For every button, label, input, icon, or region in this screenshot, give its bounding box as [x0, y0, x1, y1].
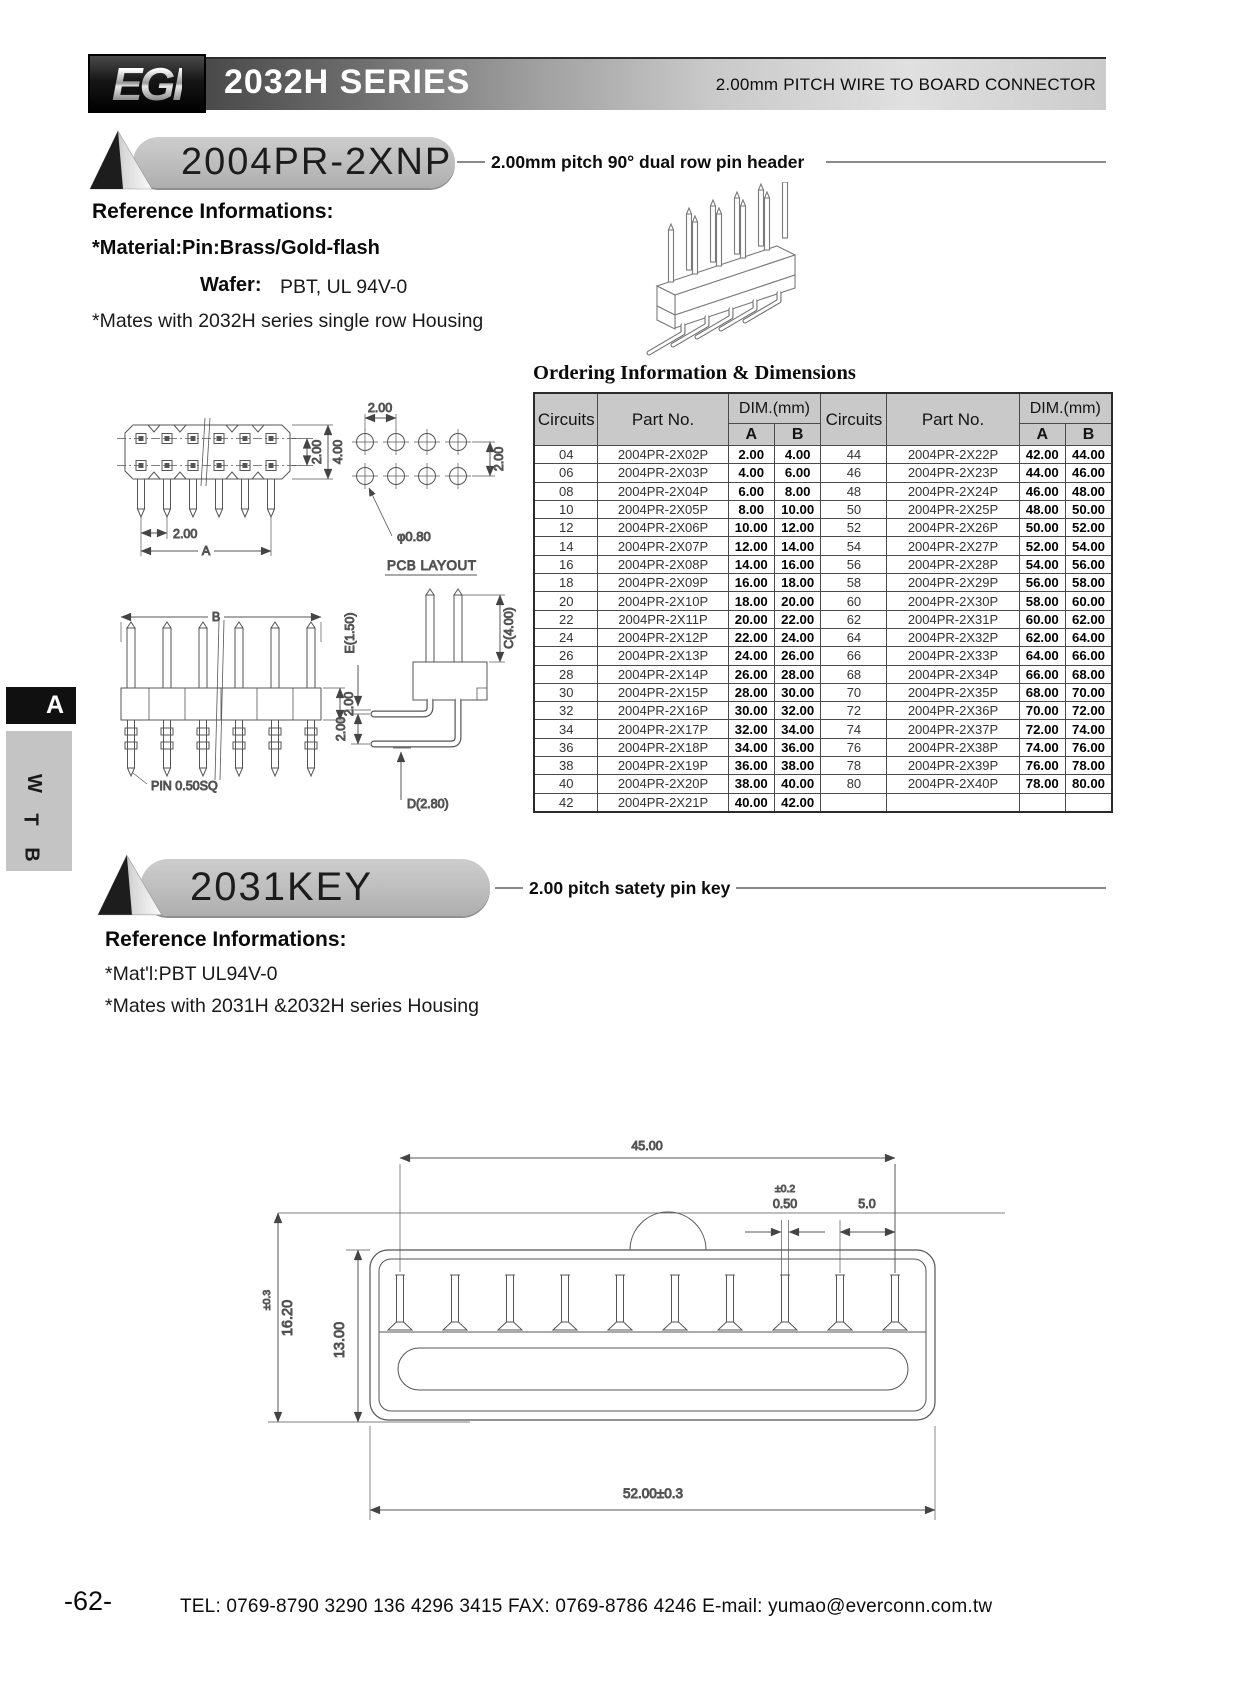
- table-row: [534, 482, 1112, 500]
- circuits-cell: 60: [821, 592, 887, 610]
- table-row: [534, 665, 1112, 683]
- dim-width: 52.00±0.3: [623, 1486, 683, 1501]
- plated-holes: [352, 429, 471, 489]
- circuits-cell: 30: [534, 683, 598, 701]
- page-number: -62-: [64, 1586, 113, 1616]
- circuits-cell: 64: [821, 628, 887, 646]
- dim-pin-width: 0.50: [772, 1197, 798, 1211]
- dim-b-cell: 62.00: [1066, 610, 1113, 628]
- part-no-cell: 2004PR-2X15P: [598, 683, 728, 701]
- dim-a-cell: 52.00: [1019, 537, 1065, 555]
- dim-height: 16.20: [280, 1299, 296, 1337]
- table-row: [534, 628, 1112, 646]
- dim-b-cell: 48.00: [1066, 482, 1113, 500]
- table-row: [534, 647, 1112, 665]
- table-row: [534, 574, 1112, 592]
- dim-a-cell: 76.00: [1019, 757, 1065, 775]
- dim-b-cell: 12.00: [774, 519, 820, 537]
- circuits-cell: 28: [534, 665, 598, 683]
- circuits-cell: 26: [534, 647, 598, 665]
- part-no-cell: 2004PR-2X09P: [598, 574, 728, 592]
- pcb-layout-drawing: [352, 401, 506, 575]
- dim-a-cell: 6.00: [728, 482, 774, 500]
- dim-overall-b: B: [211, 610, 221, 624]
- dim-pcb-row-pitch: 2.00: [492, 446, 506, 472]
- dim-pitch: 5.0: [858, 1197, 876, 1211]
- dim-a-cell: 22.00: [728, 628, 774, 646]
- circuits-cell: 04: [534, 446, 598, 464]
- dim-wafer-height: 2.00: [342, 691, 356, 717]
- wtb-letter-b: B: [20, 847, 43, 862]
- reference-heading: Reference Informations:: [92, 200, 334, 223]
- dim-b-cell: 80.00: [1066, 775, 1113, 793]
- contact-line: TEL: 0769-8790 3290 136 4296 3415 FAX: 0769-8786 4246 E-mail: yumao@everconn.com.tw: [180, 1596, 993, 1617]
- part-no-cell: 2004PR-2X13P: [598, 647, 728, 665]
- dim-a-cell: 78.00: [1019, 775, 1065, 793]
- part-no-cell: 2004PR-2X14P: [598, 665, 728, 683]
- dim-45: 45.00: [631, 1139, 663, 1153]
- dim-a-cell: 64.00: [1019, 647, 1065, 665]
- series-title: 2032H SERIES: [224, 63, 471, 101]
- table-row: [534, 555, 1112, 573]
- dim-a-cell: 68.00: [1019, 683, 1065, 701]
- key-slot: [398, 1348, 908, 1390]
- dim-b-cell: 36.00: [774, 738, 820, 756]
- dim-b-cell: 70.00: [1066, 683, 1113, 701]
- dim-b-cell: 56.00: [1066, 555, 1113, 573]
- circuits-cell: 22: [534, 610, 598, 628]
- circuits-cell: 42: [534, 793, 598, 812]
- part-no-cell: 2004PR-2X03P: [598, 464, 728, 482]
- dim-a-cell: 60.00: [1019, 610, 1065, 628]
- tol-height: ±0.3: [261, 1289, 273, 1311]
- dim-b-cell: 64.00: [1066, 628, 1113, 646]
- ordering-table-title: Ordering Information & Dimensions: [533, 362, 856, 384]
- dim-a-cell: 30.00: [728, 702, 774, 720]
- part-no-cell: 2004PR-2X38P: [887, 738, 1019, 756]
- dim-a-cell: 56.00: [1019, 574, 1065, 592]
- dim-b-cell: [1066, 793, 1113, 812]
- egi-logo: [88, 54, 206, 113]
- wtb-letter-w: W: [22, 774, 45, 793]
- part-no-cell: 2004PR-2X29P: [887, 574, 1019, 592]
- part-no-cell: 2004PR-2X40P: [887, 775, 1019, 793]
- circuits-cell: 06: [534, 464, 598, 482]
- dim-inner-height: 13.00: [332, 1321, 348, 1359]
- dim-b-cell: 18.00: [774, 574, 820, 592]
- dim-b-cell: 10.00: [774, 500, 820, 518]
- part-no-cell: 2004PR-2X33P: [887, 647, 1019, 665]
- upper-pins: [127, 622, 315, 688]
- circuits-cell: 08: [534, 482, 598, 500]
- dim-a-cell: 32.00: [728, 720, 774, 738]
- part-no-cell: 2004PR-2X30P: [887, 592, 1019, 610]
- dim-a-cell: 36.00: [728, 757, 774, 775]
- table-row: [534, 446, 1112, 464]
- table-row: [534, 537, 1112, 555]
- front-view-drawing: [121, 610, 356, 793]
- circuits-cell: 54: [821, 537, 887, 555]
- side-view-drawing: [334, 589, 516, 811]
- egi-logo-text: EGI: [111, 57, 183, 110]
- part-no-cell: 2004PR-2X12P: [598, 628, 728, 646]
- col-header-b: B: [1066, 424, 1113, 446]
- part-no-cell: 2004PR-2X19P: [598, 757, 728, 775]
- circuits-cell: 56: [821, 555, 887, 573]
- material-line: *Mat'l:PBT UL94V-0: [105, 963, 278, 985]
- subtitle-rule: [736, 887, 1106, 889]
- wafer-value: PBT, UL 94V-0: [280, 276, 408, 298]
- dim-d: D(2.80): [407, 797, 449, 811]
- circuits-cell: 10: [534, 500, 598, 518]
- circuits-cell: 70: [821, 683, 887, 701]
- part-title: 2004PR-2XNP: [181, 141, 453, 183]
- dim-a-cell: 54.00: [1019, 555, 1065, 573]
- dim-b-cell: 74.00: [1066, 720, 1113, 738]
- circuits-cell: 12: [534, 519, 598, 537]
- technical-drawings: [95, 390, 525, 820]
- table-row: [534, 500, 1112, 518]
- dim-lead-pitch: 2.00: [334, 716, 348, 742]
- part-no-cell: 2004PR-2X25P: [887, 500, 1019, 518]
- wtb-letter-t: T: [19, 813, 42, 826]
- dim-b-cell: 28.00: [774, 665, 820, 683]
- dim-pin-pitch: 2.00: [173, 527, 198, 541]
- dim-b-cell: 26.00: [774, 647, 820, 665]
- part-no-cell: 2004PR-2X11P: [598, 610, 728, 628]
- dim-b-cell: 72.00: [1066, 702, 1113, 720]
- col-header-part-no: Part No.: [887, 393, 1019, 446]
- dim-a-cell: 48.00: [1019, 500, 1065, 518]
- circuits-cell: 74: [821, 720, 887, 738]
- dim-a-cell: 72.00: [1019, 720, 1065, 738]
- dim-b-cell: 22.00: [774, 610, 820, 628]
- col-header-part-no: Part No.: [598, 393, 728, 446]
- circuits-cell: 40: [534, 775, 598, 793]
- dim-b-cell: 30.00: [774, 683, 820, 701]
- table-row: [534, 683, 1112, 701]
- series-tagline: 2.00mm PITCH WIRE TO BOARD CONNECTOR: [715, 75, 1096, 94]
- dim-total-height: 4.00: [331, 439, 345, 465]
- col-header-dim: DIM.(mm): [728, 393, 821, 424]
- circuits-cell: 24: [534, 628, 598, 646]
- dim-a-cell: 46.00: [1019, 482, 1065, 500]
- dim-b-cell: 38.00: [774, 757, 820, 775]
- dim-b-cell: 50.00: [1066, 500, 1113, 518]
- part-no-cell: 2004PR-2X18P: [598, 738, 728, 756]
- table-row: [534, 757, 1112, 775]
- circuits-cell: 66: [821, 647, 887, 665]
- table-row: [534, 738, 1112, 756]
- dim-b-cell: 52.00: [1066, 519, 1113, 537]
- dim-a-cell: 38.00: [728, 775, 774, 793]
- circuits-cell: 50: [821, 500, 887, 518]
- mates-line: *Mates with 2032H series single row Housing: [92, 310, 484, 332]
- circuits-cell: 32: [534, 702, 598, 720]
- dim-a-cell: 44.00: [1019, 464, 1065, 482]
- dim-b-cell: 42.00: [774, 793, 820, 812]
- part-no-cell: 2004PR-2X08P: [598, 555, 728, 573]
- part-no-cell: 2004PR-2X06P: [598, 519, 728, 537]
- col-header-a: A: [1019, 424, 1065, 446]
- dim-a-cell: 50.00: [1019, 519, 1065, 537]
- circuits-cell: 16: [534, 555, 598, 573]
- dim-b-cell: 78.00: [1066, 757, 1113, 775]
- dim-b-cell: 60.00: [1066, 592, 1113, 610]
- key-pins: [388, 1275, 907, 1330]
- dim-a-cell: 24.00: [728, 647, 774, 665]
- part-subtitle: 2.00mm pitch 90° dual row pin header: [491, 152, 805, 172]
- mates-line: *Mates with 2031H &2032H series Housing: [105, 995, 479, 1017]
- dim-a-cell: 62.00: [1019, 628, 1065, 646]
- dim-c: C(4.00): [502, 607, 516, 649]
- dim-a-cell: 26.00: [728, 665, 774, 683]
- index-tab-a: [6, 687, 76, 724]
- col-header-dim: DIM.(mm): [1019, 393, 1112, 424]
- table-row: [534, 793, 1112, 812]
- part-no-cell: 2004PR-2X36P: [887, 702, 1019, 720]
- part-no-cell: 2004PR-2X10P: [598, 592, 728, 610]
- ordering-table: [533, 392, 1113, 813]
- circuits-cell: 76: [821, 738, 887, 756]
- dim-b-cell: 6.00: [774, 464, 820, 482]
- circuits-cell: 78: [821, 757, 887, 775]
- key-title-capsule: [140, 859, 490, 916]
- table-row: [534, 610, 1112, 628]
- dim-a-cell: 34.00: [728, 738, 774, 756]
- key-dimensional-drawing: [240, 1100, 1020, 1540]
- col-header-circuits: Circuits: [821, 393, 887, 446]
- pcb-layout-caption: PCB LAYOUT: [387, 558, 477, 573]
- dim-b-cell: 46.00: [1066, 464, 1113, 482]
- dim-a-cell: 58.00: [1019, 592, 1065, 610]
- dim-a-cell: 28.00: [728, 683, 774, 701]
- circuits-cell: 34: [534, 720, 598, 738]
- dim-b-cell: 14.00: [774, 537, 820, 555]
- dim-b-cell: 40.00: [774, 775, 820, 793]
- part-no-cell: 2004PR-2X16P: [598, 702, 728, 720]
- circuits-cell: 38: [534, 757, 598, 775]
- table-row: [534, 464, 1112, 482]
- part-no-cell: 2004PR-2X02P: [598, 446, 728, 464]
- key-subtitle: 2.00 pitch satety pin key: [529, 878, 731, 898]
- dim-a-cell: [1019, 793, 1065, 812]
- part-no-cell: 2004PR-2X31P: [887, 610, 1019, 628]
- dim-b-cell: 66.00: [1066, 647, 1113, 665]
- dim-row-pitch: 2.00: [310, 439, 324, 465]
- dim-a-cell: 20.00: [728, 610, 774, 628]
- dim-a-cell: 14.00: [728, 555, 774, 573]
- circuits-cell: 80: [821, 775, 887, 793]
- dim-b-cell: 34.00: [774, 720, 820, 738]
- dim-a-cell: 74.00: [1019, 738, 1065, 756]
- part-no-cell: 2004PR-2X24P: [887, 482, 1019, 500]
- subtitle-leader-line: [457, 161, 485, 163]
- dim-b-cell: 44.00: [1066, 446, 1113, 464]
- part-no-cell: 2004PR-2X26P: [887, 519, 1019, 537]
- key-bump: [630, 1212, 706, 1250]
- table-row: [534, 519, 1112, 537]
- part-no-cell: 2004PR-2X27P: [887, 537, 1019, 555]
- dim-b-cell: 58.00: [1066, 574, 1113, 592]
- dim-b-cell: 4.00: [774, 446, 820, 464]
- material-line: *Material:Pin:Brass/Gold-flash: [92, 237, 380, 259]
- col-header-circuits: Circuits: [534, 393, 598, 446]
- dim-a-cell: 2.00: [728, 446, 774, 464]
- top-view-drawing: [117, 418, 345, 558]
- order-table-body: [534, 446, 1112, 812]
- circuits-cell: 52: [821, 519, 887, 537]
- dim-a-cell: 16.00: [728, 574, 774, 592]
- circuits-cell: 58: [821, 574, 887, 592]
- pin-squares: [136, 434, 276, 471]
- dim-a-cell: 40.00: [728, 793, 774, 812]
- pin-size-label: PIN 0.50SQ: [151, 779, 218, 793]
- dim-a-cell: 70.00: [1019, 702, 1065, 720]
- dim-b-cell: 68.00: [1066, 665, 1113, 683]
- table-row: [534, 775, 1112, 793]
- tol-pin: ±0.2: [774, 1183, 796, 1195]
- dim-a-cell: 66.00: [1019, 665, 1065, 683]
- subtitle-rule: [826, 161, 1106, 163]
- circuits-cell: 72: [821, 702, 887, 720]
- part-no-cell: 2004PR-2X07P: [598, 537, 728, 555]
- dim-b-cell: 20.00: [774, 592, 820, 610]
- part-no-cell: 2004PR-2X20P: [598, 775, 728, 793]
- dim-a-cell: 10.00: [728, 519, 774, 537]
- dim-b-cell: 54.00: [1066, 537, 1113, 555]
- part-no-cell: 2004PR-2X22P: [887, 446, 1019, 464]
- section-marker-triangle-icon: [88, 128, 160, 192]
- table-row: [534, 592, 1112, 610]
- circuits-cell: 44: [821, 446, 887, 464]
- part-no-cell: 2004PR-2X28P: [887, 555, 1019, 573]
- dim-a-cell: 18.00: [728, 592, 774, 610]
- dim-a-cell: 42.00: [1019, 446, 1065, 464]
- part-no-cell: 2004PR-2X04P: [598, 482, 728, 500]
- hole-diameter-label: φ0.80: [397, 529, 431, 544]
- part-no-cell: 2004PR-2X23P: [887, 464, 1019, 482]
- dim-a-cell: 12.00: [728, 537, 774, 555]
- subtitle-leader-line: [495, 887, 523, 889]
- dim-b-cell: 16.00: [774, 555, 820, 573]
- part-no-cell: [887, 793, 1019, 812]
- index-tab-a-label: A: [45, 691, 64, 719]
- key-title: 2031KEY: [190, 865, 374, 909]
- circuits-cell: 18: [534, 574, 598, 592]
- pin-header-isometric-drawing: [605, 182, 815, 367]
- circuits-cell: 62: [821, 610, 887, 628]
- part-no-cell: 2004PR-2X32P: [887, 628, 1019, 646]
- part-no-cell: 2004PR-2X21P: [598, 793, 728, 812]
- part-title-capsule: [133, 137, 455, 188]
- reference-heading: Reference Informations:: [105, 928, 347, 951]
- series-header-bar: [206, 57, 1106, 110]
- circuits-cell: 48: [821, 482, 887, 500]
- dim-e: E(1.50): [343, 612, 357, 654]
- part-no-cell: 2004PR-2X05P: [598, 500, 728, 518]
- dim-b-cell: 76.00: [1066, 738, 1113, 756]
- dim-b-cell: 24.00: [774, 628, 820, 646]
- wafer-label: Wafer:: [200, 274, 262, 296]
- section-marker-triangle-icon: [96, 852, 170, 918]
- part-no-cell: 2004PR-2X34P: [887, 665, 1019, 683]
- circuits-cell: 46: [821, 464, 887, 482]
- part-no-cell: 2004PR-2X35P: [887, 683, 1019, 701]
- dim-b-cell: 32.00: [774, 702, 820, 720]
- circuits-cell: 20: [534, 592, 598, 610]
- circuits-cell: 14: [534, 537, 598, 555]
- dim-b-cell: 8.00: [774, 482, 820, 500]
- col-header-b: B: [774, 424, 820, 446]
- dim-pcb-pitch: 2.00: [367, 401, 393, 415]
- table-row: [534, 702, 1112, 720]
- dim-a-cell: 4.00: [728, 464, 774, 482]
- dim-a-cell: 8.00: [728, 500, 774, 518]
- dim-overall-a: A: [201, 544, 211, 558]
- part-no-cell: 2004PR-2X17P: [598, 720, 728, 738]
- circuits-cell: 36: [534, 738, 598, 756]
- table-row: [534, 720, 1112, 738]
- part-no-cell: 2004PR-2X37P: [887, 720, 1019, 738]
- circuits-cell: [821, 793, 887, 812]
- part-no-cell: 2004PR-2X39P: [887, 757, 1019, 775]
- col-header-a: A: [728, 424, 774, 446]
- circuits-cell: 68: [821, 665, 887, 683]
